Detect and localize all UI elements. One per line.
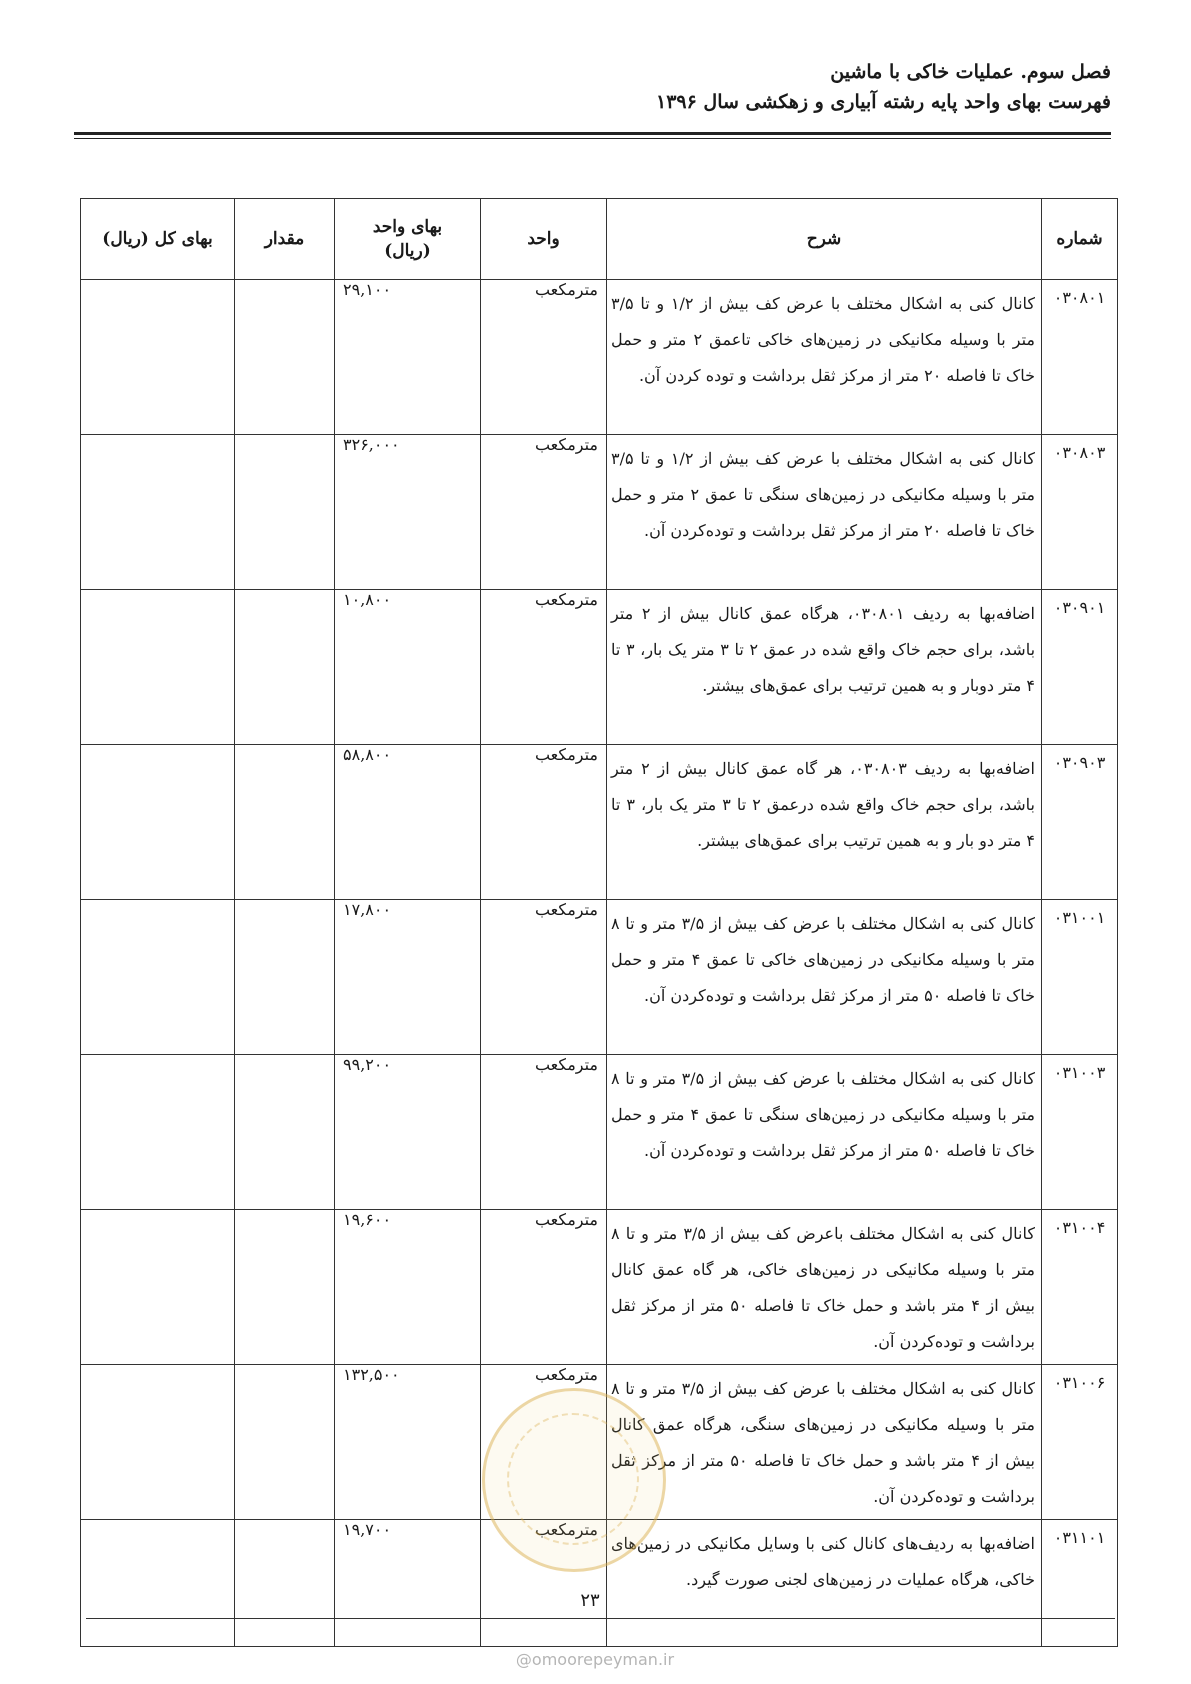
table-row <box>81 435 1118 590</box>
item-quantity <box>235 745 335 900</box>
item-description: کانال کنی به اشکال مختلف با عرض کف بیش از ۱/۲ و تا ۳/۵ متر با وسیله مکانیکی در زمین‌های سنگی تا عمق ۲ متر و حمل خاک تا فاصله ۲۰ متر از مرکز ثقل برداشت و توده‌کردن آن. <box>607 435 1042 590</box>
header-description: شرح <box>607 199 1042 280</box>
item-quantity <box>235 1520 335 1647</box>
header-rule-thick <box>74 132 1111 135</box>
page-number: ۲۳ <box>580 1590 600 1611</box>
item-total-price <box>81 745 235 900</box>
item-unit: مترمکعب <box>481 1210 607 1365</box>
item-unit: مترمکعب <box>481 1520 607 1647</box>
item-quantity <box>235 1365 335 1520</box>
footer-rule <box>86 1618 1115 1619</box>
table-row <box>81 900 1118 1055</box>
item-total-price <box>81 1365 235 1520</box>
item-code: ۰۳۰۸۰۳ <box>1042 435 1118 590</box>
item-unit: مترمکعب <box>481 745 607 900</box>
header-total-price: بهای کل (ریال) <box>81 199 235 280</box>
watermark-text: @omoorepeyman.ir <box>515 1650 675 1669</box>
item-unit: مترمکعب <box>481 1365 607 1520</box>
item-description: اضافه‌بها به ردیف‌های کانال کنی با وسایل مکانیکی در زمین‌های خاکی، هرگاه عملیات در زمین‌های لجنی صورت گیرد. <box>607 1520 1042 1647</box>
chapter-title: فصل سوم. عملیات خاکی با ماشین <box>830 61 1111 83</box>
item-code: ۰۳۱۱۰۱ <box>1042 1520 1118 1647</box>
table-row <box>81 590 1118 745</box>
item-quantity <box>235 900 335 1055</box>
table-row <box>81 745 1118 900</box>
document-subtitle: فهرست بهای واحد پایه رشته آبیاری و زهکشی سال ۱۳۹۶ <box>655 91 1111 113</box>
item-unit-price: ۱۹,۶۰۰ <box>335 1210 481 1365</box>
header-unit: واحد <box>481 199 607 280</box>
item-unit: مترمکعب <box>481 590 607 745</box>
item-description: کانال کنی به اشکال مختلف با عرض کف بیش از ۳/۵ متر و تا ۸ متر با وسیله مکانیکی در زمین‌های سنگی، هرگاه عمق کانال بیش از ۴ متر باشد و حمل خاک تا فاصله ۵۰ متر از مرکز ثقل برداشت و توده‌کردن آن. <box>607 1365 1042 1520</box>
header-rule-thin <box>74 138 1111 139</box>
item-unit-price: ۲۹,۱۰۰ <box>335 280 481 435</box>
item-unit: مترمکعب <box>481 435 607 590</box>
item-unit-price: ۳۲۶,۰۰۰ <box>335 435 481 590</box>
item-code: ۰۳۱۰۰۶ <box>1042 1365 1118 1520</box>
item-code: ۰۳۱۰۰۱ <box>1042 900 1118 1055</box>
item-unit-price: ۱۰,۸۰۰ <box>335 590 481 745</box>
page-header <box>74 60 1111 114</box>
seal-ring <box>507 1413 639 1545</box>
item-total-price <box>81 435 235 590</box>
item-description: کانال کنی به اشکال مختلف با عرض کف بیش از ۱/۲ و تا ۳/۵ متر با وسیله مکانیکی در زمین‌های خاکی تاعمق ۲ متر و حمل خاک تا فاصله ۲۰ متر از مرکز ثقل برداشت و توده کردن آن. <box>607 280 1042 435</box>
item-code: ۰۳۰۹۰۱ <box>1042 590 1118 745</box>
item-unit: مترمکعب <box>481 1055 607 1210</box>
item-unit-price: ۱۳۲,۵۰۰ <box>335 1365 481 1520</box>
item-quantity <box>235 280 335 435</box>
header-quantity: مقدار <box>235 199 335 280</box>
item-description: کانال کنی به اشکال مختلف باعرض کف بیش از ۳/۵ متر و تا ۸ متر با وسیله مکانیکی در زمین‌های خاکی، هر گاه عمق کانال بیش از ۴ متر باشد و حمل خاک تا فاصله ۵۰ متر از مرکز ثقل برداشت و توده‌کردن آن. <box>607 1210 1042 1365</box>
header-code: شماره <box>1042 199 1118 280</box>
item-total-price <box>81 280 235 435</box>
item-code: ۰۳۱۰۰۴ <box>1042 1210 1118 1365</box>
item-quantity <box>235 1055 335 1210</box>
item-description: کانال کنی به اشکال مختلف با عرض کف بیش از ۳/۵ متر و تا ۸ متر با وسیله مکانیکی در زمین‌های سنگی تا عمق ۴ متر و حمل خاک تا فاصله ۵۰ متر از مرکز ثقل برداشت و توده‌کردن آن. <box>607 1055 1042 1210</box>
publisher-seal-logo <box>482 1388 666 1572</box>
item-total-price <box>81 1520 235 1647</box>
item-quantity <box>235 435 335 590</box>
item-unit: مترمکعب <box>481 900 607 1055</box>
item-quantity <box>235 1210 335 1365</box>
table-header-row <box>81 199 1118 280</box>
item-code: ۰۳۰۹۰۳ <box>1042 745 1118 900</box>
item-total-price <box>81 1210 235 1365</box>
item-description: کانال کنی به اشکال مختلف با عرض کف بیش از ۳/۵ متر و تا ۸ متر با وسیله مکانیکی در زمین‌های خاکی تا عمق ۴ متر و حمل خاک تا فاصله ۵۰ متر از مرکز ثقل برداشت و توده‌کردن آن. <box>607 900 1042 1055</box>
item-total-price <box>81 900 235 1055</box>
item-unit-price: ۵۸,۸۰۰ <box>335 745 481 900</box>
item-code: ۰۳۰۸۰۱ <box>1042 280 1118 435</box>
item-unit-price: ۱۹,۷۰۰ <box>335 1520 481 1647</box>
item-description: اضافه‌بها به ردیف ۰۳۰۸۰۱، هرگاه عمق کانال بیش از ۲ متر باشد، برای حجم خاک واقع شده در عمق ۲ تا ۳ متر یک بار، ۳ تا ۴ متر دوبار و به همین ترتیب برای عمق‌های بیشتر. <box>607 590 1042 745</box>
table-row <box>81 1055 1118 1210</box>
item-unit-price: ۹۹,۲۰۰ <box>335 1055 481 1210</box>
header-unit-price-label: بهای واحد <box>372 217 443 237</box>
table-row <box>81 1210 1118 1365</box>
item-unit-price: ۱۷,۸۰۰ <box>335 900 481 1055</box>
header-unit-price <box>335 199 481 280</box>
item-total-price <box>81 1055 235 1210</box>
header-unit-price-currency: (ریال) <box>384 241 431 261</box>
item-quantity <box>235 590 335 745</box>
item-unit: مترمکعب <box>481 280 607 435</box>
item-total-price <box>81 590 235 745</box>
item-description: اضافه‌بها به ردیف ۰۳۰۸۰۳، هر گاه عمق کانال بیش از ۲ متر باشد، برای حجم خاک واقع شده درعمق ۲ تا ۳ متر یک بار، ۳ تا ۴ متر دو بار و به همین ترتیب برای عمق‌های بیشتر. <box>607 745 1042 900</box>
table-row <box>81 280 1118 435</box>
item-code: ۰۳۱۰۰۳ <box>1042 1055 1118 1210</box>
